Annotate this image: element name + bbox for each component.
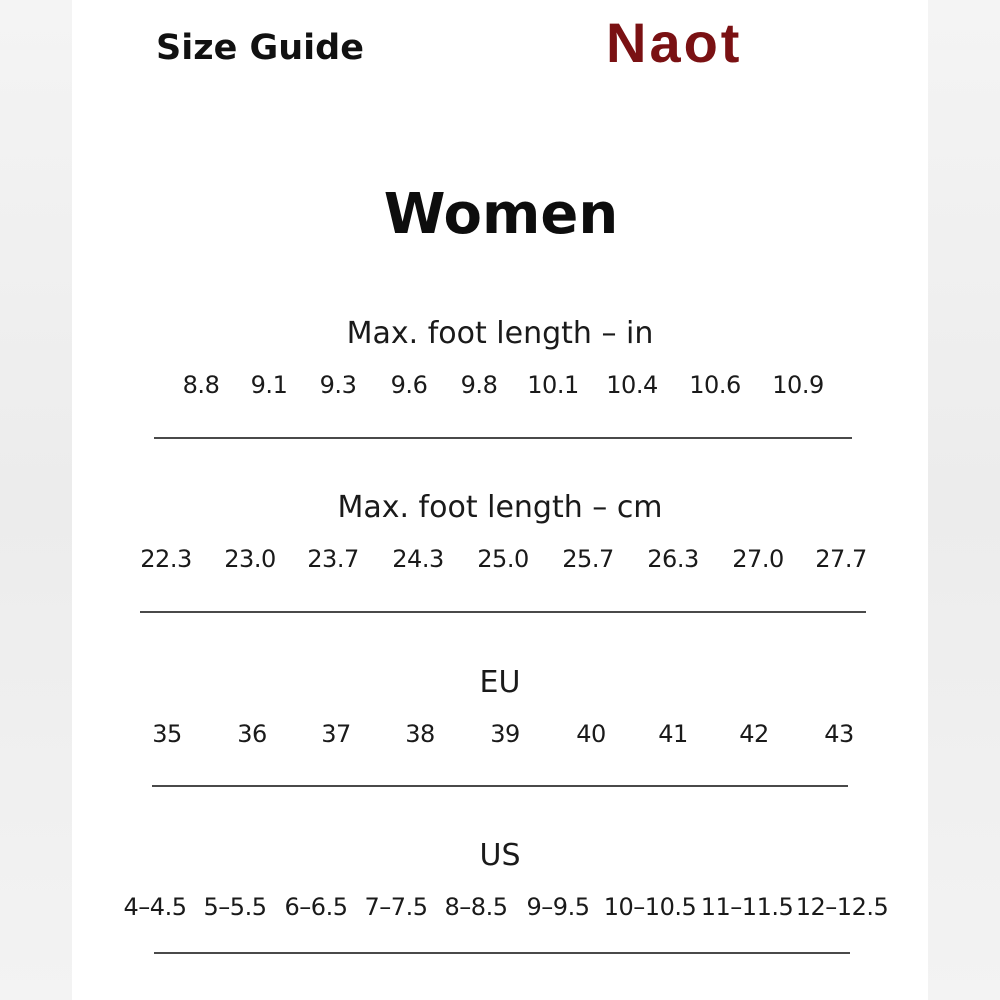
size-value: 40 bbox=[576, 720, 606, 748]
size-value: 10–10.5 bbox=[603, 893, 697, 921]
women-heading: Women bbox=[383, 182, 619, 247]
size-value: 11–11.5 bbox=[700, 893, 794, 921]
size-value: 23.0 bbox=[224, 545, 276, 573]
size-value: 39 bbox=[490, 720, 520, 748]
size-value: 41 bbox=[658, 720, 688, 748]
size-value: 10.4 bbox=[606, 371, 658, 399]
size-guide-card bbox=[72, 0, 928, 1000]
size-value: 25.0 bbox=[477, 545, 529, 573]
size-value: 43 bbox=[824, 720, 854, 748]
size-value: 9.3 bbox=[319, 371, 357, 399]
divider-line bbox=[140, 611, 866, 613]
eu-section bbox=[72, 665, 928, 760]
divider-line bbox=[154, 952, 850, 954]
us-values bbox=[72, 893, 928, 933]
foot-length-cm-values bbox=[72, 545, 928, 585]
size-guide-title: Size Guide bbox=[156, 28, 364, 68]
size-value: 10.1 bbox=[527, 371, 579, 399]
naot-logo: Naot bbox=[606, 11, 743, 74]
size-value: 9.6 bbox=[390, 371, 428, 399]
size-value: 23.7 bbox=[307, 545, 359, 573]
size-value: 27.7 bbox=[815, 545, 867, 573]
size-value: 25.7 bbox=[562, 545, 614, 573]
size-value: 12–12.5 bbox=[795, 893, 889, 921]
us-title: US bbox=[479, 838, 521, 873]
foot-length-in-values bbox=[72, 371, 928, 411]
size-value: 22.3 bbox=[140, 545, 192, 573]
size-value: 5–5.5 bbox=[203, 893, 267, 921]
size-value: 27.0 bbox=[732, 545, 784, 573]
right-margin-band bbox=[928, 0, 1000, 1000]
foot-length-in-section bbox=[72, 316, 928, 411]
size-value: 6–6.5 bbox=[284, 893, 348, 921]
size-value: 38 bbox=[405, 720, 435, 748]
size-value: 8.8 bbox=[182, 371, 220, 399]
foot-length-cm-section bbox=[72, 490, 928, 585]
size-value: 7–7.5 bbox=[364, 893, 428, 921]
size-value: 10.6 bbox=[689, 371, 741, 399]
divider-line bbox=[152, 785, 848, 787]
divider-line bbox=[154, 437, 852, 439]
size-value: 10.9 bbox=[772, 371, 824, 399]
size-value: 42 bbox=[739, 720, 769, 748]
foot-length-cm-title: Max. foot length – cm bbox=[337, 490, 663, 525]
size-value: 36 bbox=[237, 720, 267, 748]
eu-title: EU bbox=[479, 665, 521, 700]
us-section bbox=[72, 838, 928, 933]
size-value: 26.3 bbox=[647, 545, 699, 573]
size-value: 9.1 bbox=[250, 371, 288, 399]
size-value: 24.3 bbox=[392, 545, 444, 573]
size-value: 9–9.5 bbox=[526, 893, 590, 921]
foot-length-in-title: Max. foot length – in bbox=[346, 316, 654, 351]
size-value: 35 bbox=[152, 720, 182, 748]
eu-values bbox=[72, 720, 928, 760]
size-value: 37 bbox=[321, 720, 351, 748]
size-value: 9.8 bbox=[460, 371, 498, 399]
left-margin-band bbox=[0, 0, 72, 1000]
size-value: 8–8.5 bbox=[444, 893, 508, 921]
size-value: 4–4.5 bbox=[123, 893, 187, 921]
